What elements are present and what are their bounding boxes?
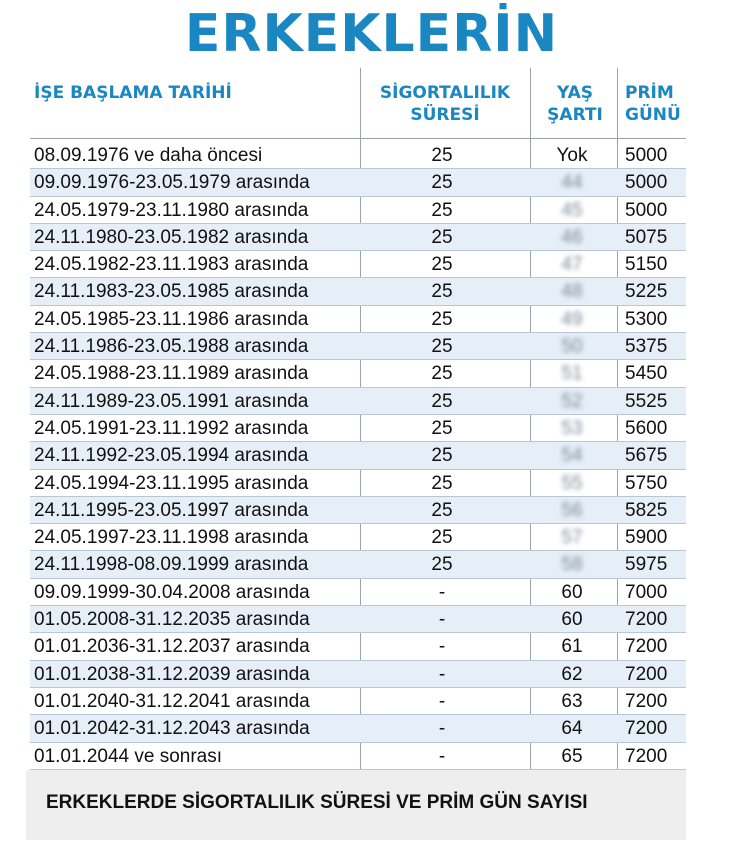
cell-age-condition: 65 bbox=[561, 745, 583, 767]
table-row bbox=[30, 661, 686, 688]
cell-start-date: 24.05.1988-23.11.1989 arasında bbox=[34, 363, 309, 385]
cell-start-date: 24.11.1992-23.05.1994 arasında bbox=[34, 445, 309, 467]
cell-premium-days: 5000 bbox=[625, 172, 668, 194]
cell-insurance-duration: - bbox=[438, 745, 446, 767]
cell-age-condition: 55 bbox=[561, 472, 583, 494]
cell-premium-days: 5525 bbox=[625, 390, 668, 412]
header-start-date: İŞE BAŞLAMA TARİHİ bbox=[34, 83, 232, 103]
cell-start-date: 01.01.2042-31.12.2043 arasında bbox=[34, 718, 310, 740]
cell-premium-days: 5075 bbox=[625, 226, 668, 248]
cell-premium-days: 5000 bbox=[625, 199, 668, 221]
cell-premium-days: 7200 bbox=[625, 690, 668, 712]
cell-premium-days: 5600 bbox=[625, 417, 668, 439]
header-insurance-line1: SİGORTALILIK bbox=[379, 83, 511, 103]
table-row bbox=[30, 142, 686, 169]
cell-start-date: 09.09.1999-30.04.2008 arasında bbox=[34, 581, 310, 603]
cell-premium-days: 5900 bbox=[625, 527, 668, 549]
table-row bbox=[30, 688, 686, 715]
header-prim-line2: GÜNÜ bbox=[625, 105, 681, 125]
cell-premium-days: 5825 bbox=[625, 499, 668, 521]
table-row bbox=[30, 470, 686, 497]
table-row bbox=[30, 197, 686, 224]
cell-age-condition: 53 bbox=[561, 417, 583, 439]
cell-age-condition: 56 bbox=[561, 499, 583, 521]
header-insurance-line2: SÜRESİ bbox=[410, 105, 480, 125]
table-row bbox=[30, 251, 686, 278]
table-row bbox=[30, 497, 686, 524]
cell-premium-days: 5000 bbox=[625, 145, 668, 166]
cell-premium-days: 5675 bbox=[625, 445, 668, 467]
cell-insurance-duration: 25 bbox=[431, 499, 453, 521]
caption-box bbox=[26, 770, 686, 840]
cell-age-condition: Yok bbox=[556, 145, 588, 166]
cell-premium-days: 7200 bbox=[625, 636, 668, 658]
cell-start-date: 24.05.1985-23.11.1986 arasında bbox=[34, 308, 309, 330]
cell-start-date: 24.05.1991-23.11.1992 arasında bbox=[34, 417, 309, 439]
table-row bbox=[30, 715, 686, 742]
table-row bbox=[30, 551, 686, 578]
cell-age-condition: 61 bbox=[561, 636, 583, 658]
page-title: ERKEKLERİN bbox=[184, 4, 559, 64]
table-row bbox=[30, 306, 686, 333]
cell-age-condition: 58 bbox=[561, 554, 583, 576]
cell-insurance-duration: 25 bbox=[431, 390, 453, 412]
cell-start-date: 24.05.1982-23.11.1983 arasında bbox=[34, 254, 309, 276]
cell-insurance-duration: 25 bbox=[431, 172, 453, 194]
table-row bbox=[30, 333, 686, 360]
cell-start-date: 24.11.1998-08.09.1999 arasında bbox=[34, 554, 309, 576]
retirement-table bbox=[30, 68, 686, 770]
cell-insurance-duration: 25 bbox=[431, 145, 453, 166]
cell-age-condition: 51 bbox=[561, 363, 583, 385]
cell-start-date: 01.01.2036-31.12.2037 arasında bbox=[34, 636, 310, 658]
cell-insurance-duration: 25 bbox=[431, 472, 453, 494]
cell-age-condition: 62 bbox=[561, 663, 583, 685]
cell-age-condition: 49 bbox=[561, 308, 583, 330]
table-row bbox=[30, 579, 686, 606]
cell-premium-days: 5450 bbox=[625, 363, 668, 385]
cell-premium-days: 7200 bbox=[625, 745, 668, 767]
cell-start-date: 01.01.2038-31.12.2039 arasında bbox=[34, 663, 310, 685]
header-age-line1: YAŞ bbox=[556, 83, 594, 103]
header-divider bbox=[30, 138, 686, 139]
cell-age-condition: 47 bbox=[561, 254, 583, 276]
cell-age-condition: 60 bbox=[561, 609, 583, 631]
cell-premium-days: 5225 bbox=[625, 281, 668, 303]
cell-age-condition: 63 bbox=[561, 690, 583, 712]
cell-insurance-duration: - bbox=[438, 636, 446, 658]
cell-premium-days: 7200 bbox=[625, 663, 668, 685]
cell-insurance-duration: 25 bbox=[431, 281, 453, 303]
cell-start-date: 24.11.1995-23.05.1997 arasında bbox=[34, 499, 309, 521]
cell-insurance-duration: 25 bbox=[431, 417, 453, 439]
cell-insurance-duration: - bbox=[438, 718, 446, 740]
table-body bbox=[30, 142, 686, 770]
cell-start-date: 01.01.2040-31.12.2041 arasında bbox=[34, 690, 310, 712]
cell-start-date: 09.09.1976-23.05.1979 arasında bbox=[34, 172, 310, 194]
cell-insurance-duration: 25 bbox=[431, 445, 453, 467]
cell-age-condition: 45 bbox=[561, 199, 583, 221]
table-row bbox=[30, 743, 686, 770]
table-row bbox=[30, 388, 686, 415]
cell-premium-days: 7200 bbox=[625, 609, 668, 631]
cell-start-date: 24.05.1994-23.11.1995 arasında bbox=[34, 472, 309, 494]
cell-insurance-duration: - bbox=[438, 581, 446, 603]
cell-insurance-duration: 25 bbox=[431, 336, 453, 358]
cell-premium-days: 5300 bbox=[625, 308, 668, 330]
cell-insurance-duration: 25 bbox=[431, 554, 453, 576]
cell-premium-days: 7200 bbox=[625, 718, 668, 740]
cell-age-condition: 54 bbox=[561, 445, 583, 467]
cell-insurance-duration: 25 bbox=[431, 226, 453, 248]
cell-age-condition: 60 bbox=[561, 581, 583, 603]
table-row bbox=[30, 169, 686, 196]
table-row bbox=[30, 224, 686, 251]
header-age-line2: ŞARTI bbox=[547, 105, 603, 125]
cell-insurance-duration: - bbox=[438, 609, 446, 631]
cell-insurance-duration: 25 bbox=[431, 363, 453, 385]
cell-start-date: 24.05.1997-23.11.1998 arasında bbox=[34, 527, 309, 549]
cell-start-date: 24.11.1989-23.05.1991 arasında bbox=[34, 390, 309, 412]
cell-premium-days: 5750 bbox=[625, 472, 668, 494]
cell-premium-days: 5975 bbox=[625, 554, 668, 576]
cell-age-condition: 50 bbox=[561, 336, 583, 358]
cell-age-condition: 44 bbox=[561, 172, 583, 194]
header-prim-line1: PRİM bbox=[625, 83, 674, 103]
cell-start-date: 24.05.1979-23.11.1980 arasında bbox=[34, 199, 309, 221]
cell-insurance-duration: 25 bbox=[431, 308, 453, 330]
cell-premium-days: 7000 bbox=[625, 581, 668, 603]
table-row bbox=[30, 633, 686, 660]
cell-age-condition: 64 bbox=[561, 718, 583, 740]
cell-start-date: 24.11.1980-23.05.1982 arasında bbox=[34, 226, 309, 248]
cell-insurance-duration: 25 bbox=[431, 199, 453, 221]
table-row bbox=[30, 415, 686, 442]
cell-start-date: 01.01.2044 ve sonrası bbox=[34, 745, 223, 767]
table-row bbox=[30, 606, 686, 633]
cell-age-condition: 57 bbox=[561, 527, 583, 549]
cell-age-condition: 52 bbox=[561, 390, 583, 412]
cell-premium-days: 5375 bbox=[625, 336, 668, 358]
cell-start-date: 24.11.1986-23.05.1988 arasında bbox=[34, 336, 309, 358]
cell-premium-days: 5150 bbox=[625, 254, 668, 276]
table-row bbox=[30, 524, 686, 551]
table-row bbox=[30, 278, 686, 305]
caption-text: ERKEKLERDE SİGORTALILIK SÜRESİ VE PRİM GÜN SAYISI bbox=[46, 792, 588, 813]
table-row bbox=[30, 442, 686, 469]
cell-insurance-duration: 25 bbox=[431, 254, 453, 276]
cell-insurance-duration: - bbox=[438, 663, 446, 685]
cell-insurance-duration: 25 bbox=[431, 527, 453, 549]
table-row bbox=[30, 360, 686, 387]
cell-insurance-duration: - bbox=[438, 690, 446, 712]
cell-start-date: 08.09.1976 ve daha öncesi bbox=[34, 145, 263, 166]
cell-age-condition: 46 bbox=[561, 226, 583, 248]
cell-start-date: 24.11.1983-23.05.1985 arasında bbox=[34, 281, 309, 303]
cell-age-condition: 48 bbox=[561, 281, 583, 303]
cell-start-date: 01.05.2008-31.12.2035 arasında bbox=[34, 609, 310, 631]
